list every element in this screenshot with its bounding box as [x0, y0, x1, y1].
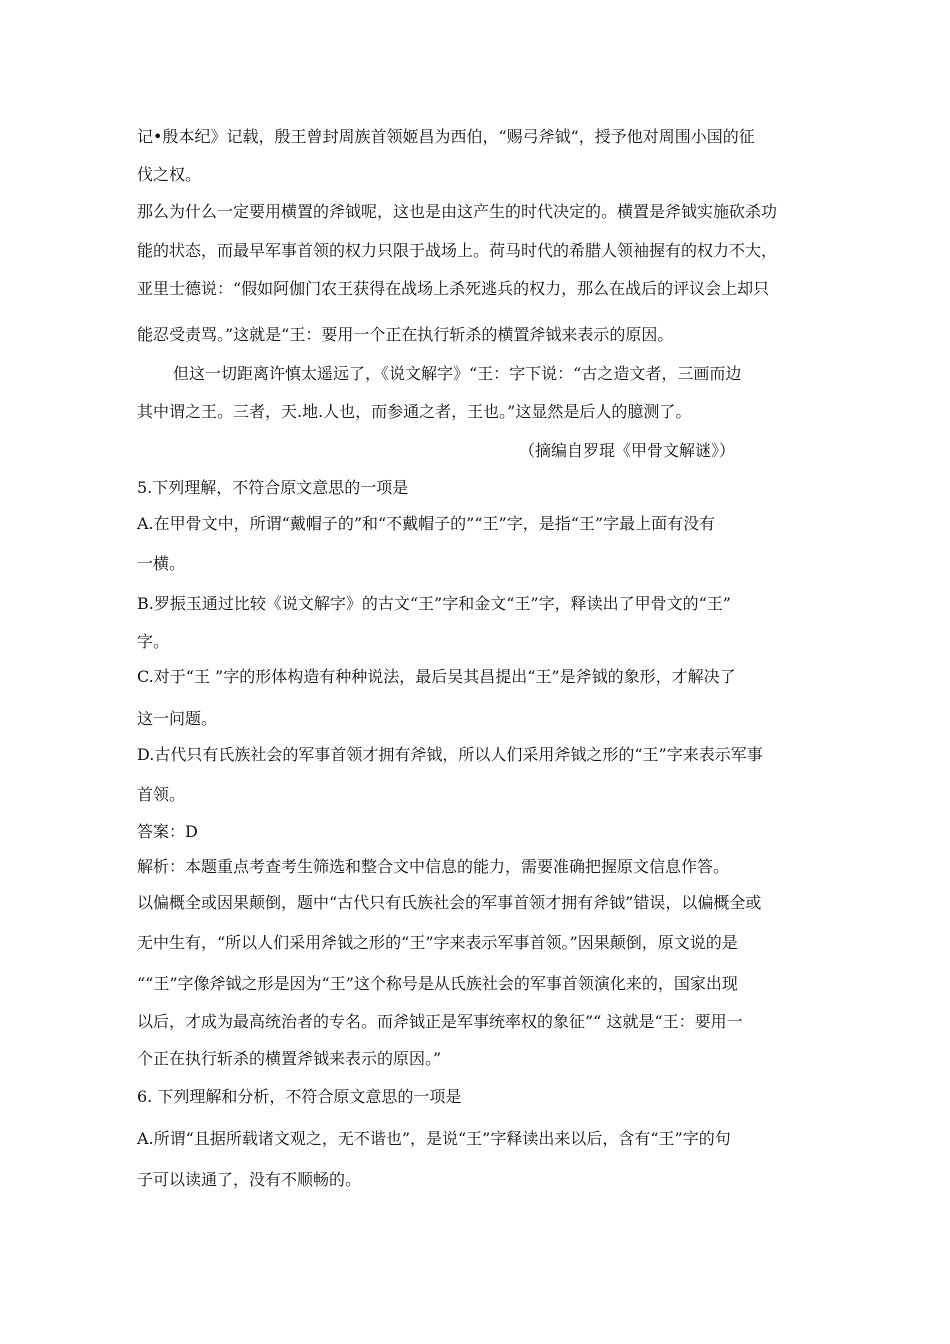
option-6a: A.所谓“且据所载诸文观之，无不谐也”，是说“王”字释读出来以后，含有“王”字的句: [137, 1129, 731, 1148]
option-5c: C.对于“王 ”字的形体构造有种种说法，最后吴其昌提出“王”是斧钺的象形，才解决了: [137, 667, 736, 686]
option-5c-cont: 这一问题。: [137, 709, 218, 728]
option-5a-cont: 一横。: [137, 554, 186, 573]
option-5d: D.古代只有氏族社会的军事首领才拥有斧钺，所以人们采用斧钺之形的“王”字来表示军事: [137, 745, 763, 764]
analysis-line: 个正在执行斩杀的横置斧钺来表示的原因。”: [137, 1049, 442, 1068]
analysis-line: 无中生有，“所以人们采用斧钺之形的“王”字来表示军事首领。”因果颠倒，原文说的是: [137, 933, 738, 952]
option-6a-cont: 子可以读通了，没有不顺畅的。: [137, 1170, 362, 1189]
option-5d-cont: 首领。: [137, 785, 186, 804]
text-line: 那么为什么一定要用横置的斧钺呢，这也是由这产生的时代决定的。横置是斧钺实施砍杀功: [137, 202, 778, 221]
question-5: 5.下列理解，不符合原文意思的一项是: [137, 478, 409, 497]
text-line: 能的状态，而最早军事首领的权力只限于战场上。荷马时代的希腊人领袖握有的权力不大，: [137, 241, 778, 260]
option-5b: B.罗振玉通过比较《说文解字》的古文“王”字和金文“王”字，释读出了甲骨文的“王”: [137, 594, 731, 613]
option-5b-cont: 字。: [137, 632, 170, 651]
analysis-line: 以偏概全或因果颠倒，题中“古代只有氏族社会的军事首领才拥有斧钺”错误，以偏概全或: [137, 893, 762, 912]
text-line: 但这一切距离许慎太遥远了，《说文解字》“王：字下说：“古之造文者，三画而边: [173, 364, 742, 383]
text-line: 亚里士德说：“假如阿伽门农王获得在战场上杀死逃兵的权力，那么在战后的评议会上却只: [137, 279, 770, 298]
question-6: 6. 下列理解和分析，不符合原文意思的一项是: [137, 1087, 462, 1106]
answer-5: 答案：D: [137, 822, 198, 841]
text-line: 记•殷本纪》记载，殷王曾封周族首领姬昌为西伯，“赐弓斧钺“，授予他对周围小国的征: [137, 127, 755, 146]
analysis-line: ““王”字像斧钺之形是因为“王”这个称号是从氏族社会的军事首领演化来的，国家出现: [137, 974, 738, 993]
analysis-5: 解析：本题重点考查考生筛选和整合文中信息的能力，需要准确把握原文信息作答。: [137, 857, 730, 876]
analysis-line: 以后，才成为最高统治者的专名。而斧钺正是军事统率权的象征”“ 这就是“王：要用一: [137, 1012, 743, 1031]
source-citation: （摘编自罗琨《甲骨文解谜》）: [519, 441, 736, 460]
text-line: 其中谓之王。三者，天.地.人也，而参通之者，王也。”这显然是后人的臆测了。: [137, 402, 692, 421]
text-line: 伐之权。: [137, 165, 202, 184]
option-5a: A.在甲骨文中，所谓“戴帽子的”和“不戴帽子的”“王”字，是指“王”字最上面有没有: [137, 514, 716, 533]
text-line: 能忍受责骂。”这就是“王：要用一个正在执行斩杀的横置斧钺来表示的原因。: [137, 325, 674, 344]
